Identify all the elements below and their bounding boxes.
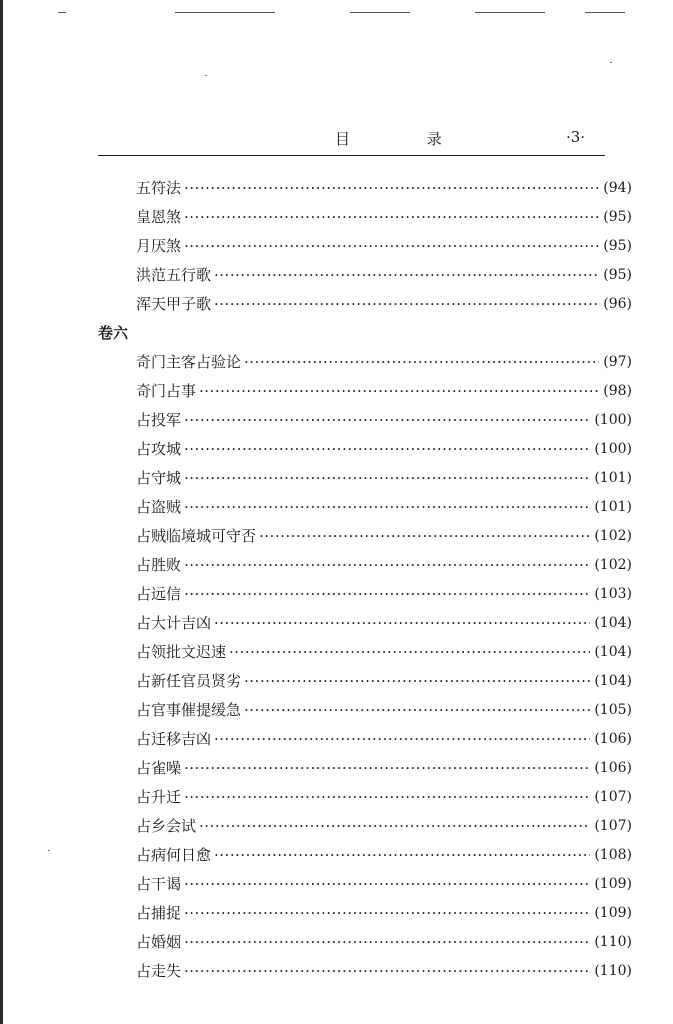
toc-entry-page: (104) [594,615,632,631]
toc-entry-page: (100) [594,441,632,457]
dot-leader [244,696,590,725]
toc-entry-title: 月厌煞 [136,237,182,255]
toc-entry-title: 占贼临境城可守否 [136,527,257,545]
toc-entry-title: 占攻城 [136,440,182,458]
toc-entry [136,580,632,609]
toc-entry-page: (100) [594,412,632,428]
dot-leader [184,232,599,261]
toc-entry-title: 占乡会试 [136,817,197,835]
dot-leader [214,841,590,870]
dot-leader [214,725,590,754]
toc-entry [136,638,632,667]
dot-leader [184,493,590,522]
toc-entry-title: 奇门占事 [136,382,197,400]
dot-leader [214,261,599,290]
toc-entry-title: 占新任官员贤劣 [136,672,242,690]
scan-artifacts [0,0,673,30]
toc-entry-title: 占迁移吉凶 [136,730,212,748]
dot-leader [184,174,599,203]
toc-entry-title: 占大计吉凶 [136,614,212,632]
toc-entry-title: 占干谒 [136,875,182,893]
toc-entry-page: (106) [594,760,632,776]
toc-entry [136,464,632,493]
toc-entry [136,377,632,406]
toc-entry-title: 占雀噪 [136,759,182,777]
toc-entry [136,290,632,319]
toc-entry-page: (106) [594,731,632,747]
header-page-number: ·3· [566,128,586,146]
toc-entry [136,696,632,725]
section-heading: 卷六 [98,324,129,342]
dot-leader [184,464,590,493]
toc-entry [136,754,632,783]
toc-entry [136,261,632,290]
dot-leader [244,667,590,696]
toc-entry-title: 占守城 [136,469,182,487]
toc-entry-title: 占走失 [136,962,182,980]
toc-entry [136,812,632,841]
toc-entry [136,203,632,232]
dot-leader [184,957,590,986]
toc-entry-page: (104) [594,673,632,689]
toc-entry-page: (95) [603,238,632,254]
toc-entry-title: 占胜败 [136,556,182,574]
header-title: 目 录 [335,130,478,148]
toc-entry [136,725,632,754]
dot-leader [199,812,590,841]
toc-entry-title: 占盗贼 [136,498,182,516]
toc-entry [136,928,632,957]
toc-entry-title: 占投军 [136,411,182,429]
toc-entry-title: 占病何日愈 [136,846,212,864]
toc-entry-page: (107) [594,818,632,834]
toc-entry-title: 洪范五行歌 [136,266,212,284]
dot-leader [184,754,590,783]
toc-entry [136,841,632,870]
toc-entry-page: (110) [594,934,632,950]
toc-entry-page: (96) [603,296,632,312]
toc-entry [136,435,632,464]
toc-entry-page: (109) [594,905,632,921]
toc-entry [136,406,632,435]
toc-entry-title: 皇恩煞 [136,208,182,226]
toc-entry-page: (101) [594,470,632,486]
toc-entry [136,957,632,986]
dot-leader [229,638,590,667]
dot-leader [184,870,590,899]
toc-entry-page: (98) [603,383,632,399]
toc-entry-title: 占升迁 [136,788,182,806]
toc-entry [136,783,632,812]
dot-leader [184,899,590,928]
dot-leader [244,348,599,377]
scan-speck [205,75,207,76]
toc-entry-page: (109) [594,876,632,892]
dot-leader [184,203,599,232]
toc-entry-page: (95) [603,209,632,225]
toc-entry-title: 五符法 [136,179,182,197]
toc-entry-page: (104) [594,644,632,660]
toc-entry-page: (97) [603,354,632,370]
toc-entry [136,522,632,551]
dot-leader [184,551,590,580]
toc-entry-page: (102) [594,557,632,573]
toc-entry-title: 占婚姻 [136,933,182,951]
toc-entry [136,870,632,899]
toc-entry-page: (95) [603,267,632,283]
toc-entry-title: 占捕捉 [136,904,182,922]
dot-leader [184,435,590,464]
toc-entry [136,348,632,377]
toc-entry-title: 奇门主客占验论 [136,353,242,371]
dot-leader [184,783,590,812]
toc-entry [136,493,632,522]
dot-leader [184,928,590,957]
dot-leader [214,290,599,319]
toc-entry [136,667,632,696]
toc-entry-title: 占领批文迟速 [136,643,227,661]
toc-entry-page: (108) [594,847,632,863]
scan-speck [48,850,50,851]
toc-entry-page: (102) [594,528,632,544]
scan-speck [610,62,612,63]
toc-entry [136,899,632,928]
toc-entry-page: (101) [594,499,632,515]
toc-entry-title: 浑天甲子歌 [136,295,212,313]
toc-entry-title: 占官事催提缓急 [136,701,242,719]
toc-entry-page: (110) [594,963,632,979]
toc-entry [136,609,632,638]
dot-leader [259,522,590,551]
dot-leader [214,609,590,638]
page-header [0,128,673,158]
toc-entry [136,174,632,203]
toc-entry-page: (107) [594,789,632,805]
dot-leader [199,377,599,406]
toc-entry [136,551,632,580]
toc-entry-title: 占远信 [136,585,182,603]
dot-leader [184,406,590,435]
dot-leader [184,580,590,609]
toc-entry-page: (105) [594,702,632,718]
toc-entry-page: (103) [594,586,632,602]
toc-entry-page: (94) [603,180,632,196]
header-rule [98,155,605,157]
toc-entry [136,232,632,261]
